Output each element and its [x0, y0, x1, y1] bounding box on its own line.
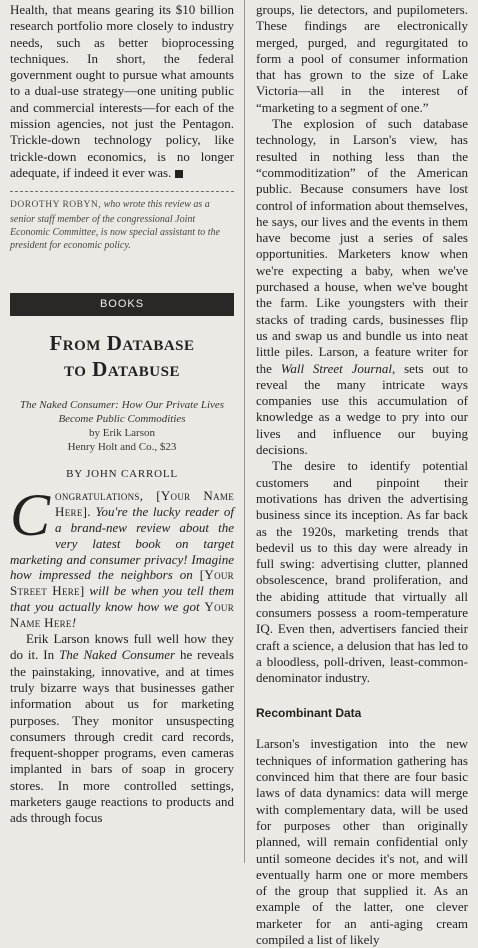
closing-paragraph-text: Health, that means gearing its $10 billion research portfolio more closely to industry needs, such as better bioprocessing techniques. In short, the federal government ought to pursue what amounts to a dual-use strategy—one uniting public and commercial interests—for each of the mission agencies, not just the Pentagon. Trickle-down technology policy, like trickle-down economics, is no longer adequate, if indeed it ever was.	[10, 2, 234, 180]
right-p2-paper: Wall Street Journal	[280, 360, 393, 376]
book-title-line-1: The Naked Consumer: How Our Private Lives	[19, 398, 225, 411]
right-p1-text: groups, lie detectors, and pupilometers. These findings are electronically merged, purged, and regurgitated to form a pool of consumer information that has grown to the size of Lake Victoria—all in the interest of “marketing to a segment of one.”	[256, 2, 468, 115]
body-p1-b: he reveals the painstaking, innovative, and at times truly bizarre ways that businesses gather information about us for marketing purposes. They monitor unsuspecting consumers through credit card records, frequent-shopper programs, even cameras implanted in bars of soap in grocery stores. In more controlled settings, marketers gauge reactions to products and ads through focus	[10, 647, 234, 826]
credit-name: DOROTHY ROBYN,	[10, 200, 102, 211]
right-p2-b: , sets out to reveal the many intricate ways companies use this accumulation of knowledge as a wedge to pry into our lives and influence our buying decisions.	[256, 360, 468, 458]
section-label-bar	[10, 293, 234, 316]
review-headline	[10, 330, 234, 382]
review-byline: BY JOHN CARROLL	[66, 467, 178, 480]
closing-paragraph	[10, 2, 234, 181]
lede-caps-2: [Your Street Here]	[10, 567, 234, 599]
body-p1-a: Erik Larson knows full well how they do it. In	[10, 631, 234, 663]
book-author: by Erik Larson	[89, 426, 155, 439]
right-paragraph-2	[256, 116, 468, 458]
author-credit	[10, 198, 234, 253]
lede-paragraph	[10, 481, 234, 631]
book-info	[10, 398, 234, 454]
right-paragraph-3	[256, 458, 468, 686]
right-paragraph-4	[256, 736, 468, 948]
right-p4-text: Larson's investigation into the new techniques of information gathering has convinced him that there are four basic laws of data dynamics: data will merge with complementary data, will be used for purposes other than originally planned, will remain confidential only until someone decides it's not, and will eventually harm one or more members of the group that supplied it. As an example of the latter, one clever marketer for an anti-aging cream compiled a list of likely	[256, 736, 468, 948]
end-of-article-mark	[175, 170, 183, 178]
drop-cap: C	[10, 481, 51, 548]
right-p3-text: The desire to identify potential customers and pinpoint their motivations has driven the advertising business since its inception. As far back as the 1920s, marketing trends that bedevil us to this day were already in full swing: advertising clutter, planned obsolescence, brand proliferation, and the abiding attitude that virtually all consumers possess a room-temperature IQ. Even then, advertisers fancied their craft a science, a delusion that has led to a bloodless, poll-driven, least-common-denominator industry.	[256, 458, 468, 686]
lede-text-3: !	[71, 615, 77, 631]
lede-text-2: will be when you tell them that you actually know how we got	[10, 583, 234, 615]
section-label: BOOKS	[99, 297, 145, 310]
credit-text: who wrote this review as a senior staff member of the congressional Joint Economic Committee, is now special assistant to the president for economic policy.	[10, 199, 220, 252]
body-p1-book-title: The Naked Consumer	[59, 647, 176, 663]
subhead: Recombinant Data	[256, 706, 362, 721]
body-paragraph-1	[10, 631, 234, 827]
book-publisher: Henry Holt and Co., $23	[67, 440, 177, 453]
right-paragraph-1	[256, 2, 468, 116]
column-rule	[244, 0, 245, 863]
credit-divider	[10, 191, 234, 192]
headline-line-2: to Databuse	[64, 356, 180, 381]
left-column	[10, 0, 234, 827]
lede-caps-3: Your Name Here	[10, 599, 234, 631]
lede-text-1: You're the lucky reader of a brand-new review about the very latest book on target marketing and consumer privacy! Imagine how impressed the neighbors on	[10, 503, 234, 583]
right-column	[256, 0, 468, 948]
book-title-line-2: Become Public Commodities	[58, 412, 186, 425]
right-p2-a: The explosion of such database technology, in Larson's view, has resulted in nothing less than the “commoditization” of the American public. Because consumers have lost control of information about themselves, he says, our lives and the events in them have become just a series of sales opportunities. Marketers know when we're expecting a baby, when we've purchased a house, when we've bought the farm. Like youngsters with their stacks of trading cards, businesses flip us and swap us and bundle us into neat little piles. Larson, a feature writer for the	[256, 116, 468, 376]
lede-caps-1: ongratulations, [Your Name Here].	[55, 487, 234, 519]
headline-line-1: From Database	[49, 330, 195, 355]
